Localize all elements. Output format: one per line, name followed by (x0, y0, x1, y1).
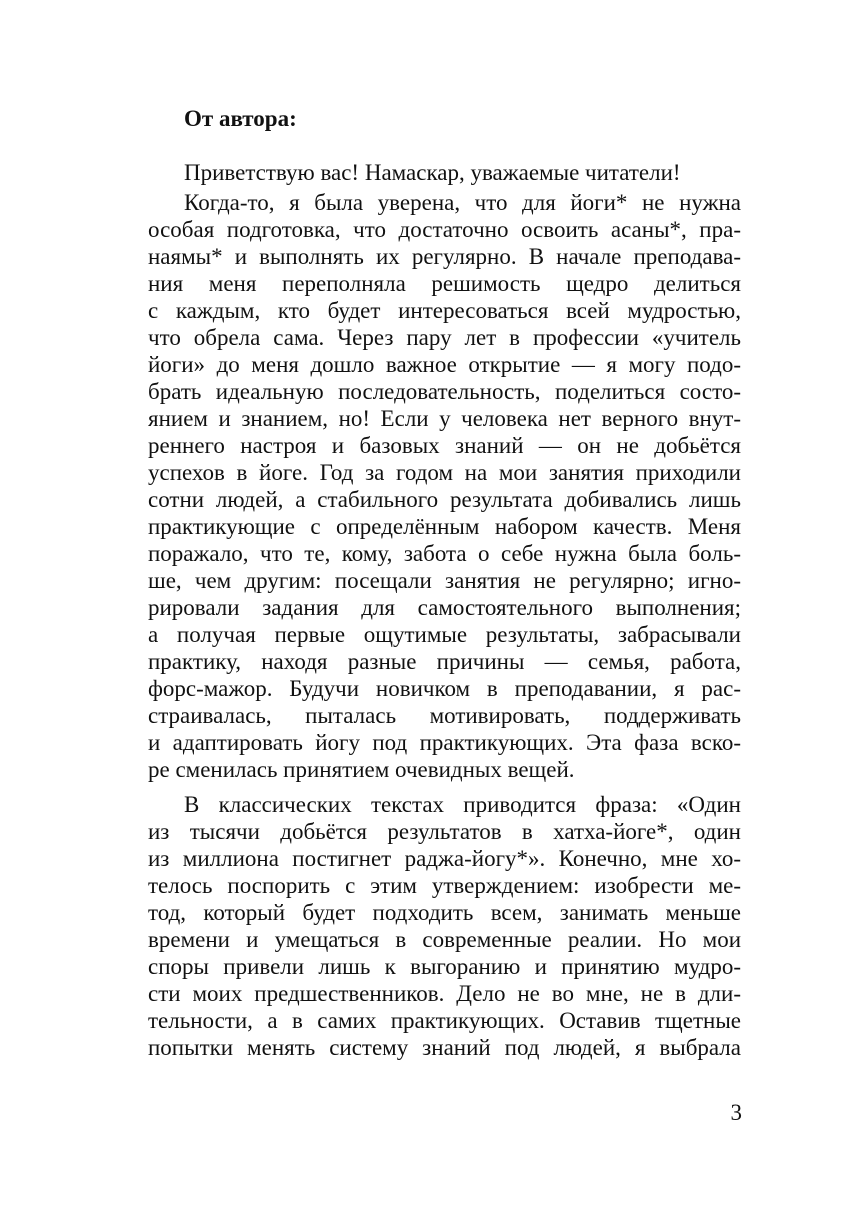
paragraph-2-line-9: тельности, а в самих практикующих. Оставив тщетные (148, 1008, 741, 1033)
paragraph-1-line-1: Когда-то, я была уверена, что для йоги* не нужна (184, 190, 741, 215)
paragraph-2-line-7: споры привели лишь к выгоранию и принятию мудро- (148, 954, 741, 979)
paragraph-1-line-6: что обрела сама. Через пару лет в профессии «учитель (148, 325, 741, 350)
section-heading: От автора: (184, 106, 297, 131)
paragraph-2-line-1: В классических текстах приводится фраза: «Один (184, 792, 741, 817)
page-number: 3 (730, 1100, 742, 1125)
paragraph-2-line-2: из тысячи добьётся результатов в хатха-йоге*, один (148, 819, 741, 844)
paragraph-1-line-7: йоги» до меня дошло важное открытие — я могу подо- (148, 352, 741, 377)
paragraph-2-line-10: попытки менять систему знаний под людей, я выбрала (148, 1035, 741, 1060)
paragraph-1-line-22: ре сменилась принятием очевидных вещей. (148, 757, 575, 782)
paragraph-1-line-5: с каждым, кто будет интересоваться всей мудростью, (148, 298, 741, 323)
paragraph-1-line-20: страивалась, пыталась мотивировать, поддерживать (148, 703, 741, 728)
paragraph-1-line-12: сотни людей, а стабильного результата добивались лишь (148, 487, 741, 512)
paragraph-1-line-9: янием и знанием, но! Если у человека нет верного внут- (148, 406, 741, 431)
paragraph-1-line-18: практику, находя разные причины — семья, работа, (148, 649, 741, 674)
paragraph-1-line-14: поражало, что те, кому, забота о себе нужна была боль- (148, 541, 741, 566)
paragraph-1-line-2: особая подготовка, что достаточно освоить асаны*, пра- (148, 217, 741, 242)
paragraph-2-line-4: телось поспорить с этим утверждением: изобрести ме- (148, 873, 741, 898)
paragraph-1-line-21: и адаптировать йогу под практикующих. Эта фаза вско- (148, 730, 741, 755)
paragraph-1-line-11: успехов в йоге. Год за годом на мои занятия приходили (148, 460, 741, 485)
paragraph-2-line-3: из миллиона постигнет раджа-йогу*». Конечно, мне хо- (148, 846, 741, 871)
paragraph-1-line-19: форс-мажор. Будучи новичком в преподавании, я рас- (148, 676, 741, 701)
paragraph-1-line-8: брать идеальную последовательность, поделиться состо- (148, 379, 741, 404)
paragraph-1-line-15: ше, чем другим: посещали занятия не регулярно; игно- (148, 568, 741, 593)
paragraph-1-line-10: реннего настроя и базовых знаний — он не добьётся (148, 433, 741, 458)
paragraph-1-line-3: наямы* и выполнять их регулярно. В начале преподава- (148, 244, 741, 269)
paragraph-1-line-16: рировали задания для самостоятельного выполнения; (148, 595, 741, 620)
paragraph-2-line-6: времени и умещаться в современные реалии. Но мои (148, 927, 741, 952)
paragraph-2-line-5: тод, который будет подходить всем, занимать меньше (148, 900, 741, 925)
paragraph-1-line-13: практикующие с определённым набором качеств. Меня (148, 514, 741, 539)
paragraph-1-line-4: ния меня переполняла решимость щедро делиться (148, 271, 741, 296)
paragraph-2-line-8: сти моих предшественников. Дело не во мне, не в дли- (148, 981, 741, 1006)
greeting-line: Приветствую вас! Намаскар, уважаемые читатели! (184, 160, 681, 185)
paragraph-1-line-17: а получая первые ощутимые результаты, забрасывали (148, 622, 741, 647)
